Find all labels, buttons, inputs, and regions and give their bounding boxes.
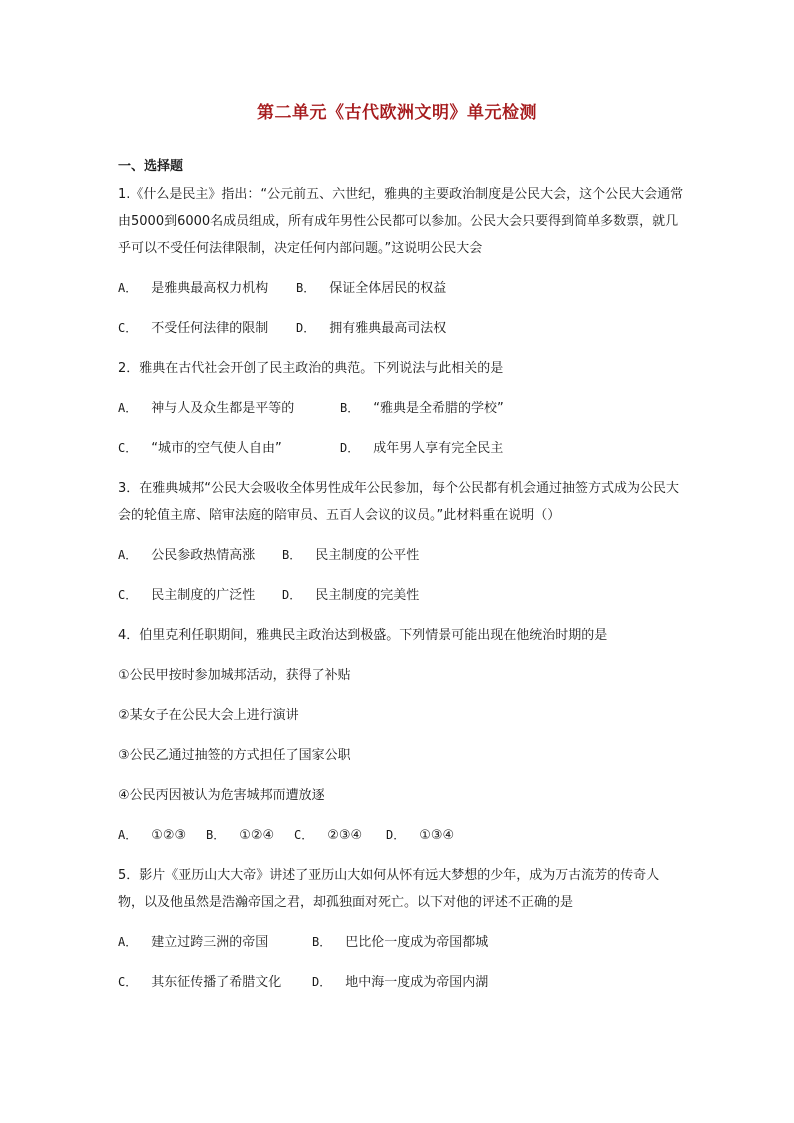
option-text: 保证全体居民的权益 bbox=[329, 281, 447, 296]
option-letter: C． bbox=[118, 975, 138, 989]
option-a bbox=[118, 822, 206, 849]
option-letter: C． bbox=[118, 441, 138, 455]
option-letter: A． bbox=[118, 828, 138, 842]
statement-1: ①公民甲按时参加城邦活动，获得了补贴 bbox=[118, 668, 351, 683]
option-b bbox=[312, 929, 488, 956]
option-d bbox=[296, 315, 446, 342]
option-text: 不受任何法律的限制 bbox=[151, 321, 269, 336]
option-text: 成年男人享有完全民主 bbox=[373, 441, 504, 456]
option-text: 拥有雅典最高司法权 bbox=[329, 321, 447, 336]
option-text: 其东征传播了希腊文化 bbox=[151, 975, 282, 990]
option-c bbox=[118, 969, 312, 996]
option-b bbox=[296, 275, 446, 302]
option-a bbox=[118, 395, 340, 422]
option-text: “雅典是全希腊的学校” bbox=[373, 401, 504, 416]
option-a bbox=[118, 275, 296, 302]
option-text: 是雅典最高权力机构 bbox=[151, 281, 269, 296]
question-5-options-row-1 bbox=[118, 929, 684, 956]
option-text: 民主制度的公平性 bbox=[315, 548, 420, 563]
question-3-options-row-2 bbox=[118, 582, 684, 609]
question-2-options-row-2 bbox=[118, 435, 684, 462]
statement-3: ③公民乙通过抽签的方式担任了国家公职 bbox=[118, 748, 351, 763]
option-letter: D． bbox=[386, 828, 406, 842]
question-1-stem: 1.《什么是民主》指出：“公元前五、六世纪，雅典的主要政治制度是公民大会，这个公民大会通常由5000到6000名成员组成，所有成年男性公民都可以参加。公民大会只要得到简单多数票，就几乎可以不受任何法律限制，决定任何内部问题。”这说明公民大会 bbox=[118, 187, 684, 256]
option-letter: D． bbox=[296, 321, 316, 335]
option-letter: B． bbox=[282, 548, 302, 562]
option-c bbox=[118, 435, 340, 462]
option-b bbox=[206, 822, 294, 849]
option-text: 公民参政热情高涨 bbox=[151, 548, 256, 563]
option-letter: A． bbox=[118, 548, 138, 562]
option-letter: B． bbox=[312, 935, 332, 949]
page-title: 第二单元《古代欧洲文明》单元检测 bbox=[257, 103, 537, 123]
option-text: ①②④ bbox=[239, 828, 275, 843]
question-2-options-row-1 bbox=[118, 395, 684, 422]
option-letter: C． bbox=[118, 321, 138, 335]
option-text: ①③④ bbox=[419, 828, 455, 843]
question-5-options-row-2 bbox=[118, 969, 684, 996]
option-letter: D． bbox=[282, 588, 302, 602]
question-list bbox=[118, 181, 684, 996]
option-text: ①②③ bbox=[151, 828, 187, 843]
option-text: 地中海一度成为帝国内湖 bbox=[345, 975, 489, 990]
question-1-options-row-1 bbox=[118, 275, 684, 302]
option-text: 巴比伦一度成为帝国都城 bbox=[345, 935, 489, 950]
option-a bbox=[118, 542, 282, 569]
question-1-options-row-2 bbox=[118, 315, 684, 342]
question-3-stem: 3．在雅典城邦“公民大会吸收全体男性成年公民参加，每个公民都有机会通过抽签方式成为公民大会的轮值主席、陪审法庭的陪审员、五百人会议的议员。”此材料重在说明（） bbox=[118, 481, 680, 523]
option-a bbox=[118, 929, 312, 956]
option-text: 民主制度的完美性 bbox=[315, 588, 420, 603]
statement-2: ②某女子在公民大会上进行演讲 bbox=[118, 708, 299, 723]
option-text: ②③④ bbox=[327, 828, 363, 843]
question-4-options-row bbox=[118, 822, 684, 849]
option-letter: A． bbox=[118, 401, 138, 415]
section-heading: 一、选择题 bbox=[118, 159, 184, 174]
question-5-stem: 5．影片《亚历山大大帝》讲述了亚历山大如何从怀有远大梦想的少年，成为万古流芳的传奇人物，以及他虽然是浩瀚帝国之君，却孤独面对死亡。以下对他的评述不正确的是 bbox=[118, 868, 660, 910]
option-d bbox=[340, 435, 503, 462]
option-b bbox=[282, 542, 419, 569]
option-text: “城市的空气使人自由” bbox=[151, 441, 282, 456]
option-letter: B． bbox=[206, 828, 226, 842]
option-d bbox=[312, 969, 488, 996]
question-4-stem: 4．伯里克利任职期间，雅典民主政治达到极盛。下列情景可能出现在他统治时期的是 bbox=[118, 628, 608, 643]
statement-4: ④公民丙因被认为危害城邦而遭放逐 bbox=[118, 788, 325, 803]
option-letter: D． bbox=[340, 441, 360, 455]
option-text: 民主制度的广泛性 bbox=[151, 588, 256, 603]
question-3-options-row-1 bbox=[118, 542, 684, 569]
option-d bbox=[282, 582, 419, 609]
option-letter: B． bbox=[296, 281, 316, 295]
option-d bbox=[386, 822, 454, 849]
option-c bbox=[118, 582, 282, 609]
option-letter: A． bbox=[118, 281, 138, 295]
option-letter: D． bbox=[312, 975, 332, 989]
option-text: 神与人及众生都是平等的 bbox=[151, 401, 295, 416]
option-letter: C． bbox=[294, 828, 314, 842]
option-c bbox=[294, 822, 386, 849]
option-letter: C． bbox=[118, 588, 138, 602]
question-2-stem: 2．雅典在古代社会开创了民主政治的典范。下列说法与此相关的是 bbox=[118, 361, 504, 376]
option-b bbox=[340, 395, 504, 422]
option-c bbox=[118, 315, 296, 342]
option-letter: B． bbox=[340, 401, 360, 415]
option-letter: A． bbox=[118, 935, 138, 949]
option-text: 建立过跨三洲的帝国 bbox=[151, 935, 269, 950]
